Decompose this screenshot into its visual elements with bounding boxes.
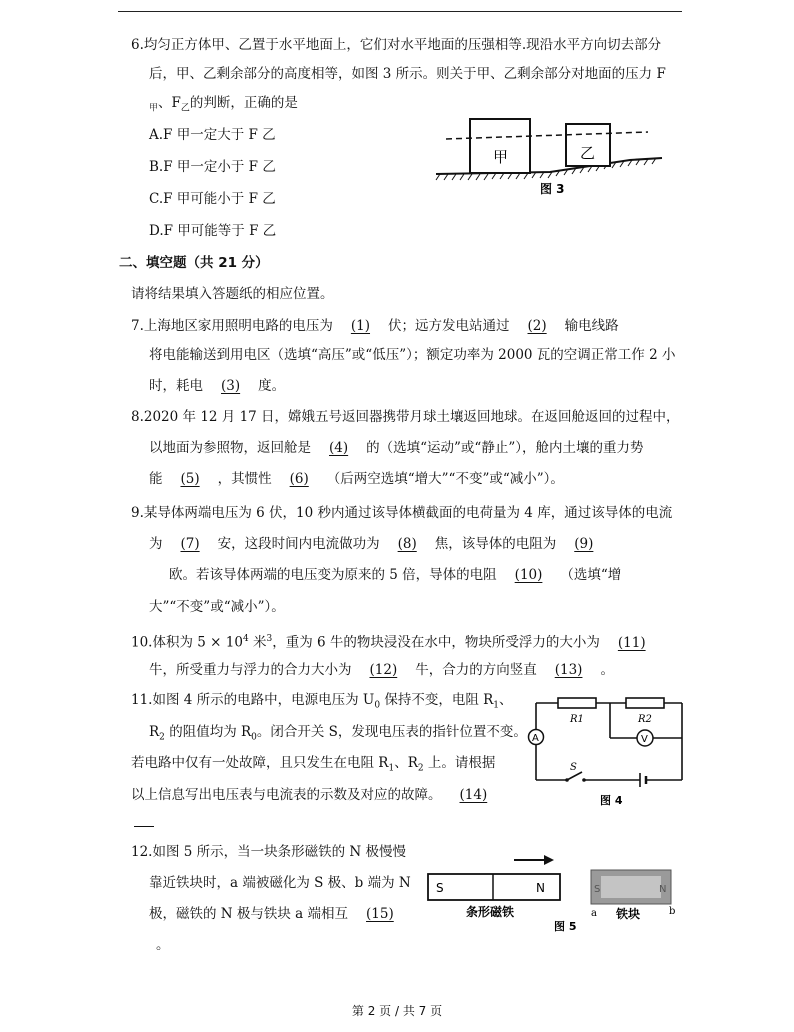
blank-14-label: (14): [459, 787, 488, 803]
section-2-title: 二、填空题（共 21 分）: [119, 255, 269, 271]
blank-11[interactable]: [600, 633, 664, 653]
q6-line-2: 后，甲、乙剩余部分的高度相等，如图 3 所示。则关于甲、乙剩余部分对地面的压力 F: [149, 66, 666, 82]
iron-label: 铁块: [616, 907, 641, 921]
switch-label: S: [570, 762, 577, 773]
q12-line-1: 12.如图 5 所示，当一块条形磁铁的 N 极慢慢: [131, 844, 407, 860]
q7-line-1: [131, 316, 619, 336]
q11-sub-5: 1: [388, 763, 395, 774]
iron-block-highlight: [601, 876, 661, 898]
q7-text-4: 时，耗电: [149, 378, 203, 394]
q7-line-2: 将电能输送到用电区（选填“高压”或“低压”）；额定功率为 2000 瓦的空调正常工作 2 小: [149, 347, 676, 363]
blank-9[interactable]: [556, 534, 611, 554]
blank-1-label: (1): [350, 318, 371, 334]
q11-line-3: [131, 753, 495, 779]
page-footer: 第 2 页 / 共 7 页: [351, 1004, 443, 1018]
blank-11-label: (11): [617, 634, 646, 651]
iron-end-a: a: [591, 908, 597, 919]
q7-text-2: 伏；远方发电站通过: [388, 318, 510, 334]
blank-3[interactable]: [203, 376, 258, 396]
blank-7-label: (7): [180, 536, 200, 552]
blank-13[interactable]: [537, 660, 601, 680]
blank-1[interactable]: [333, 316, 388, 336]
blank-15[interactable]: [348, 904, 412, 924]
q11-sub-3: 2: [159, 732, 165, 743]
q9-line-1: 9.某导体两端电压为 6 伏，10 秒内通过该导体横截面的电荷量为 4 库，通过该导体的电流: [131, 505, 673, 521]
section-2-instruction: 请将结果填入答题纸的相应位置。: [131, 286, 334, 302]
q12-line-3: [149, 904, 412, 924]
q7-text-3: 输电线路: [564, 318, 619, 334]
q7-text-1: 7.上海地区家用照明电路的电压为: [131, 318, 333, 334]
q6-line-1: 6.均匀正方体甲、乙置于水平地面上，它们对水平地面的压强相等.现沿水平方向切去部分: [131, 37, 662, 53]
blank-5-label: (5): [180, 471, 200, 487]
q10-sup-1: 4: [242, 634, 249, 644]
blank-12[interactable]: [352, 660, 416, 680]
blank-9-label: (9): [574, 536, 594, 552]
switch-blade: [567, 772, 582, 780]
q11-text-10: 以上信息写出电压表与电流表的示数及对应的故障。: [131, 787, 442, 803]
q9-line-4: 大”“不变”或“减小”）。: [149, 599, 285, 615]
fig4-caption: 图 4: [600, 794, 623, 807]
blank-12-label: (12): [369, 662, 398, 678]
r2-label: R2: [638, 714, 652, 725]
blank-8[interactable]: [380, 534, 435, 554]
q11-text-2: 保持不变，电阻 R: [380, 692, 494, 708]
q9-text-1: 为: [149, 536, 163, 552]
q11-text-5: 的阻值均为 R: [164, 724, 252, 740]
q6-option-d: D.F 甲可能等于 F 乙: [149, 223, 277, 239]
q11-text-7: 若电路中仅有一处故障，且只发生在电阻 R: [131, 755, 389, 771]
fig3-label-jia: 甲: [493, 148, 509, 166]
blank-14-tail: [134, 826, 154, 827]
motion-arrow-head: [544, 855, 554, 865]
blank-2-label: (2): [527, 318, 547, 334]
figure-3: [430, 112, 670, 202]
q10-text-2: 米: [248, 634, 267, 651]
q8-text-5: （后两空选填“增大”“不变”或“减小”）。: [326, 471, 564, 487]
q12-text-2: 。: [156, 937, 170, 953]
q9-line-3: [149, 565, 621, 585]
magnet-s-pole: S: [436, 881, 444, 895]
q11-text-6: 。闭合开关 S，发现电压表的指针位置不变。: [256, 724, 527, 740]
blank-5[interactable]: [163, 469, 218, 489]
blank-7[interactable]: [163, 534, 218, 554]
switch-pivot: [565, 778, 569, 782]
q10-text-6: 。: [600, 662, 614, 678]
q8-line-1: 8.2020 年 12 月 17 日，嫦娥五号返回器携带月球土壤返回地球。在返回舱返回的过程中，: [131, 409, 680, 425]
magnet-label: 条形磁铁: [466, 905, 515, 919]
blank-9-tail: [149, 565, 169, 585]
fig3-label-yi: 乙: [580, 144, 596, 162]
q6-line-3-end: 的判断，正确的是: [189, 95, 298, 111]
q8-line-3: [149, 469, 564, 489]
q11-text-4: R: [149, 724, 160, 740]
q10-sup-2: 3: [266, 634, 273, 644]
q10-line-1: [131, 629, 664, 653]
q11-sub-1: 0: [374, 700, 381, 711]
q6-sub-jia: 甲: [149, 103, 159, 114]
q7-text-5: 度。: [258, 378, 286, 394]
blank-10[interactable]: [497, 565, 561, 585]
q6-option-a: A.F 甲一定大于 F 乙: [149, 127, 276, 143]
switch-contact: [582, 778, 586, 782]
q7-line-3: [149, 376, 285, 396]
q11-text-9: 上。请根据: [423, 755, 496, 771]
r1-label: R1: [570, 714, 584, 725]
blank-14[interactable]: [442, 785, 506, 805]
voltmeter-label: V: [641, 734, 648, 745]
q6-line-3: [149, 93, 298, 119]
q8-text-1: 以地面为参照物，返回舱是: [149, 440, 311, 456]
resistor-r1: [558, 698, 596, 708]
q10-text-5: 牛，合力的方向竖直: [415, 662, 537, 678]
q11-text-1: 11.如图 4 所示的电路中，电源电压为 U: [131, 692, 375, 708]
q11-text-3: 、: [499, 692, 513, 708]
q11-line-1: [131, 690, 513, 716]
fig3-caption: 图 3: [540, 182, 565, 196]
blank-6[interactable]: [272, 469, 327, 489]
figure-4: [522, 688, 692, 810]
q6-option-c: C.F 甲可能小于 F 乙: [149, 191, 276, 207]
q10-text-3: ，重为 6 牛的物块浸没在水中，物块所受浮力的大小为: [272, 634, 600, 651]
blank-13-label: (13): [554, 662, 583, 678]
q6-option-b: B.F 甲一定小于 F 乙: [149, 159, 276, 175]
q11-line-4: [131, 785, 505, 805]
iron-s-mark: S: [594, 884, 601, 895]
ammeter-label: A: [532, 733, 539, 744]
q9-text-5: （选填“增: [560, 567, 622, 583]
q6-sub-yi: 乙: [180, 103, 190, 114]
q10-text-1: 10.体积为 5 × 10: [131, 634, 243, 651]
q9-text-3: 焦，该导体的电阻为: [434, 536, 557, 552]
blank-4[interactable]: [311, 438, 366, 458]
iron-end-b: b: [669, 906, 676, 917]
q10-line-2: [149, 660, 614, 680]
header-rule: [118, 11, 682, 12]
blank-4-label: (4): [329, 440, 349, 456]
q8-text-2: 的（选填“运动”或“静止”），舱内土壤的重力势: [366, 440, 644, 456]
blank-15-label: (15): [366, 906, 394, 922]
q11-line-2: [149, 722, 527, 748]
q12-line-2: 靠近铁块时，a 端被磁化为 S 极、b 端为 N: [149, 875, 411, 891]
q12-line-4: [140, 935, 170, 955]
q11-text-8: 、R: [394, 755, 418, 771]
q8-line-2: [149, 438, 643, 458]
blank-3-label: (3): [221, 378, 241, 394]
blank-15-tail: [140, 935, 156, 955]
fig5-caption: 图 5: [554, 920, 577, 933]
blank-2[interactable]: [510, 316, 565, 336]
q10-text-4: 牛，所受重力与浮力的合力大小为: [149, 662, 352, 678]
q9-text-4: 欧。若该导体两端的电压变为原来的 5 倍，导体的电阻: [169, 567, 497, 583]
q8-text-3: 能: [149, 471, 163, 487]
q8-text-4: ，其惯性: [217, 471, 272, 487]
blank-8-label: (8): [397, 536, 417, 552]
q9-line-2: [149, 534, 611, 554]
q12-text-1: 极，磁铁的 N 极与铁块 a 端相互: [149, 906, 349, 922]
magnet-n-pole: N: [536, 881, 545, 895]
q11-sub-2: 1: [493, 700, 500, 711]
blank-10-label: (10): [514, 567, 543, 583]
blank-6-label: (6): [289, 471, 309, 487]
figure-5: [426, 850, 688, 934]
iron-n-mark: N: [659, 884, 667, 895]
q11-sub-6: 2: [417, 763, 424, 774]
q9-text-2: 安，这段时间内电流做功为: [217, 536, 380, 552]
q6-line-3-mid: 、F: [158, 95, 181, 111]
q11-sub-4: 0: [251, 732, 257, 743]
resistor-r2: [626, 698, 664, 708]
